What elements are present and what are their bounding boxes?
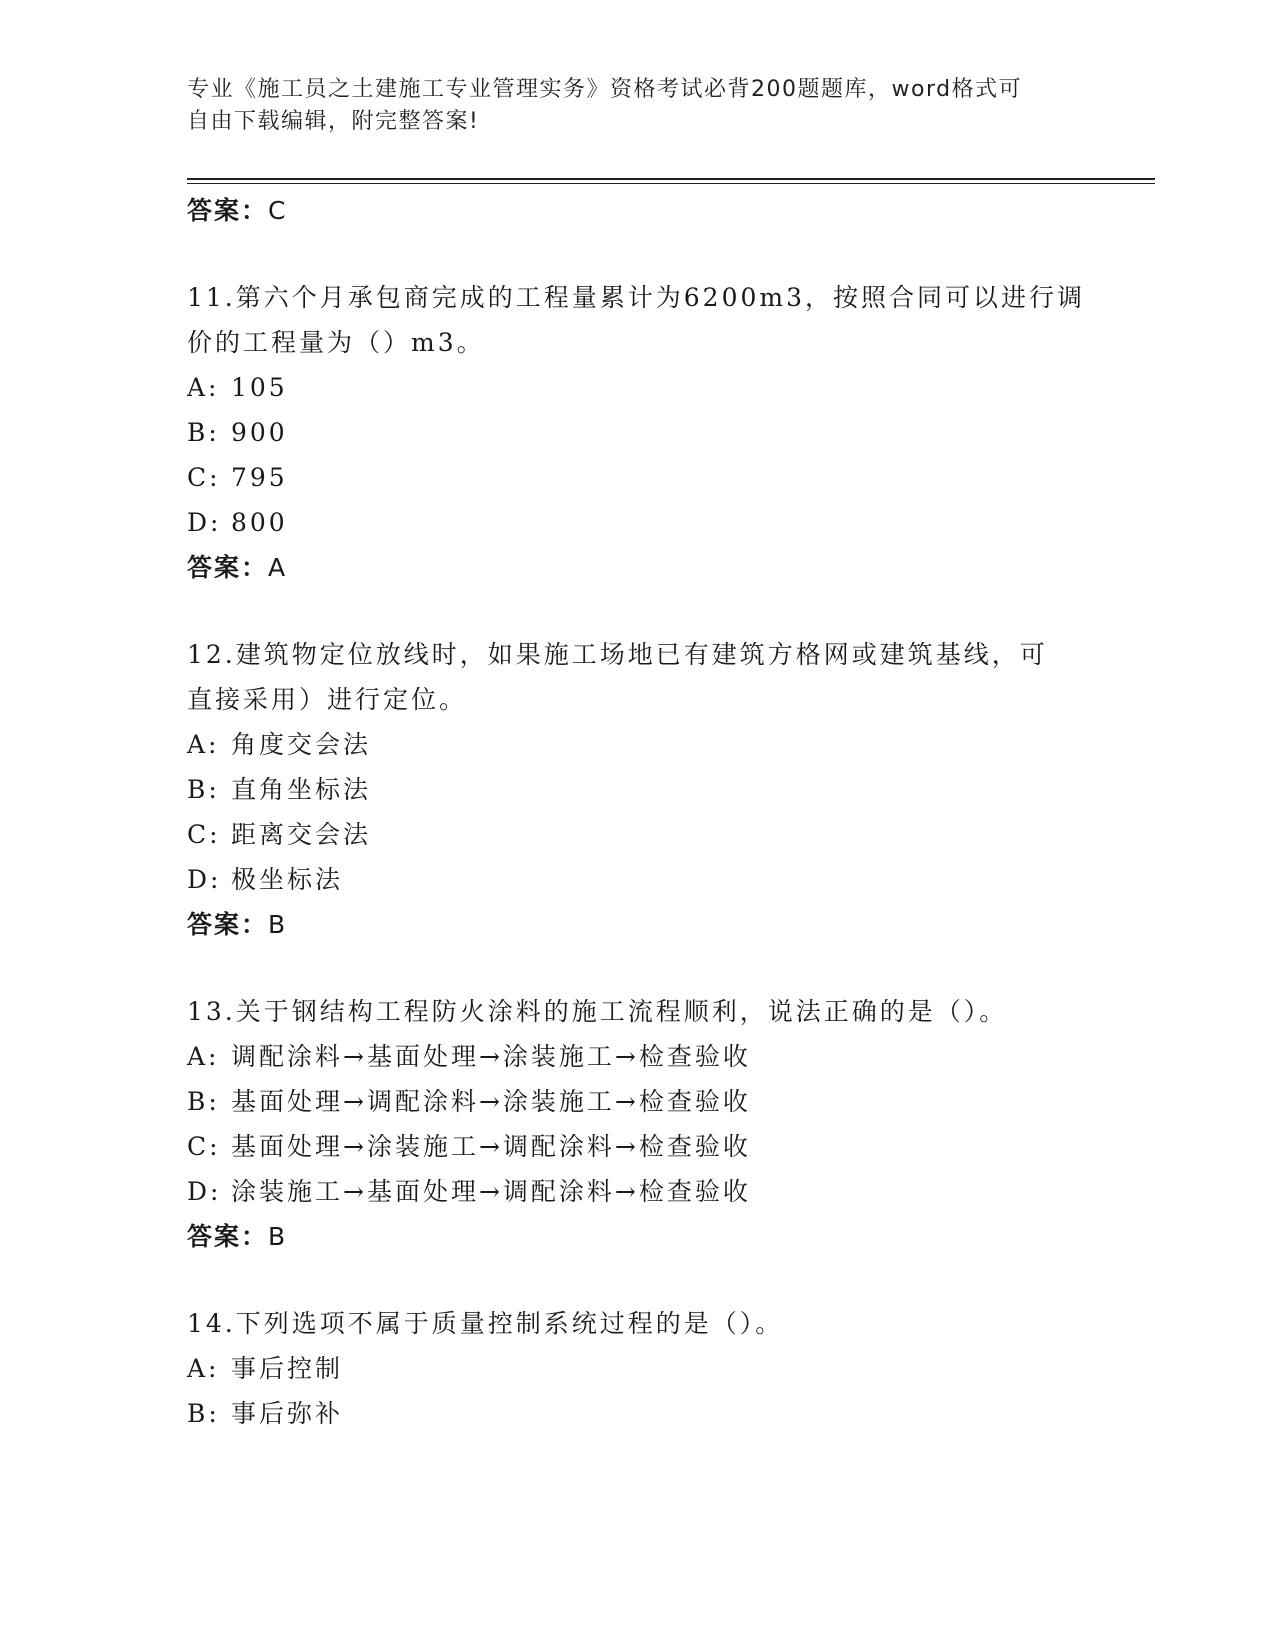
question-stem-line: 直接采用）进行定位。: [187, 685, 468, 714]
option-key: B:: [187, 775, 220, 804]
option-text: 极坐标法: [231, 865, 344, 894]
option-b: [187, 410, 1087, 455]
option-b: [187, 1391, 1087, 1436]
option-text: 角度交会法: [231, 730, 372, 759]
option-key: C:: [187, 463, 221, 492]
answer-line: [187, 1214, 1087, 1259]
option-text: 调配涂料→基面处理→涂装施工→检查验收: [231, 1042, 751, 1071]
option-text: 涂装施工→基面处理→调配涂料→检查验收: [231, 1177, 751, 1206]
question-stem: [187, 275, 1087, 365]
option-key: A:: [187, 1354, 220, 1383]
option-key: A:: [187, 730, 220, 759]
question-list: [187, 188, 1087, 1436]
option-key: D:: [187, 508, 222, 537]
question-stem-line: 11.第六个月承包商完成的工程量累计为6200m3，按照合同可以进行调: [187, 283, 1085, 312]
option-text: 事后弥补: [231, 1399, 344, 1428]
answer-line: [187, 188, 1087, 233]
option-key: B:: [187, 1399, 220, 1428]
option-key: D:: [187, 865, 222, 894]
option-key: A:: [187, 1042, 220, 1071]
question-stem-line: 价的工程量为（）m3。: [187, 328, 485, 357]
option-d: [187, 857, 1087, 902]
option-key: A:: [187, 373, 220, 402]
option-text: 800: [231, 508, 288, 537]
option-text: 事后控制: [231, 1354, 344, 1383]
option-b: [187, 767, 1087, 812]
answer-label: 答案：: [187, 196, 269, 225]
option-b: [187, 1079, 1087, 1124]
answer-value: B: [268, 1222, 288, 1251]
answer-line: [187, 902, 1087, 947]
option-text: 900: [231, 418, 288, 447]
header-rule-thick: [187, 178, 1155, 180]
answer-line: [187, 545, 1087, 590]
answer-label: 答案：: [187, 1222, 269, 1251]
question-stem-line: 12.建筑物定位放线时，如果施工场地已有建筑方格网或建筑基线，可: [187, 640, 1048, 669]
option-text: 直角坐标法: [231, 775, 372, 804]
option-text: 基面处理→涂装施工→调配涂料→检查验收: [231, 1132, 751, 1161]
answer-value: C: [268, 196, 288, 225]
option-a: [187, 722, 1087, 767]
answer-value: A: [268, 553, 288, 582]
header-rule-thin: [187, 183, 1155, 184]
option-c: [187, 812, 1087, 857]
option-key: D:: [187, 1177, 222, 1206]
question-stem-line: 14.下列选项不属于质量控制系统过程的是（）。: [187, 1309, 784, 1338]
option-key: B:: [187, 418, 220, 447]
option-d: [187, 500, 1087, 545]
option-text: 距离交会法: [231, 820, 372, 849]
answer-label: 答案：: [187, 553, 269, 582]
question-stem-line: 13.关于钢结构工程防火涂料的施工流程顺利，说法正确的是（）。: [187, 997, 1008, 1026]
document-header: [187, 74, 1087, 138]
option-text: 基面处理→调配涂料→涂装施工→检查验收: [231, 1087, 751, 1116]
option-text: 795: [231, 463, 288, 492]
option-d: [187, 1169, 1087, 1214]
question-stem: [187, 632, 1087, 722]
header-line-2: 自由下载编辑，附完整答案!: [187, 109, 480, 134]
option-a: [187, 365, 1087, 410]
option-a: [187, 1034, 1087, 1079]
answer-label: 答案：: [187, 910, 269, 939]
question-stem: [187, 1301, 1087, 1346]
option-key: B:: [187, 1087, 220, 1116]
header-line-1: 专业《施工员之土建施工专业管理实务》资格考试必背200题题库，word格式可: [187, 77, 1023, 102]
option-key: C:: [187, 1132, 221, 1161]
option-text: 105: [231, 373, 288, 402]
answer-value: B: [268, 910, 288, 939]
question-stem: [187, 989, 1087, 1034]
option-a: [187, 1346, 1087, 1391]
option-key: C:: [187, 820, 221, 849]
option-c: [187, 1124, 1087, 1169]
option-c: [187, 455, 1087, 500]
